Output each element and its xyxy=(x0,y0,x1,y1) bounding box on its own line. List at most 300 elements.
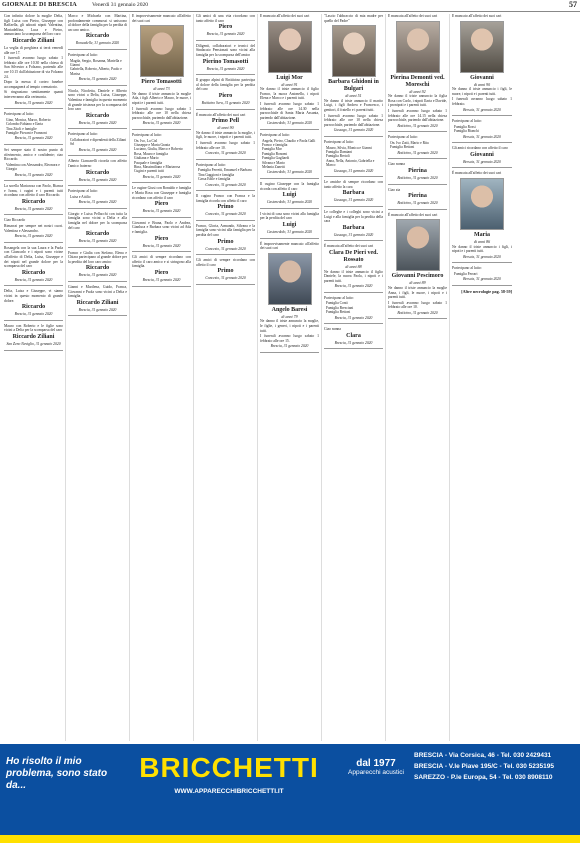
notice-place-date: Brescia, 31 gennaio 2020 xyxy=(14,277,53,282)
notice-text: Ne danno il triste annuncio la moglie, le figlie, i generi, i nipoti e i parenti tutti. xyxy=(260,319,319,333)
notice-text: Gli amici di sempre ricordano con affetto il caro xyxy=(196,258,255,267)
mourner-entry: On. Ivo Zatti, Mario e Rita xyxy=(390,140,429,145)
ad-store: SAREZZO - P.le Europa, 54 - Tel. 030 8908110 xyxy=(414,774,553,781)
mourner-entry: Famiglia Mor xyxy=(262,147,282,152)
page-header xyxy=(0,0,580,12)
notice-separator xyxy=(132,129,191,130)
notice-separator xyxy=(4,285,63,286)
deceased-name: Barbara xyxy=(342,224,365,231)
notice-text: Dopo la messa il corteo funebre accompagnerà al tempio crematorio. xyxy=(4,80,63,89)
mourner-entry: Luisa e Attilio xyxy=(70,194,91,199)
notice-place-date: Roncadelle, 31 gennaio 2020 xyxy=(75,41,120,46)
notice-place-date: Castenedolo, 31 gennaio 2020 xyxy=(266,121,313,126)
mourners-list xyxy=(260,139,319,170)
mourners-list xyxy=(68,59,127,77)
mourner-entry: Famiglia Ferrari xyxy=(454,271,478,276)
notice-place-date: Brescia, 31 gennaio 2020 xyxy=(334,315,373,320)
notice-text: È mancato all'affetto dei suoi cari xyxy=(452,14,502,18)
notice-place-date: Brescia, 31 gennaio 2020 xyxy=(14,172,53,177)
notice-separator xyxy=(452,285,512,286)
obituary-notice xyxy=(4,112,63,141)
notice-place-date: Concesio, 31 gennaio 2020 xyxy=(205,276,246,281)
deceased-name: Primo xyxy=(217,204,234,211)
deceased-name: Barbara Ghidoni in Bulgari xyxy=(328,79,379,93)
notice-place-date: Gussago, 31 gennaio 2020 xyxy=(333,198,374,203)
ad-bottom-bar xyxy=(0,835,580,843)
obituary-notice xyxy=(324,210,383,237)
obituary-notice xyxy=(324,180,383,203)
notice-separator xyxy=(68,315,127,316)
notice-separator xyxy=(4,350,63,351)
notice-text: Ne danno il triste annuncio la moglie Anna, i figli, le nuore, i nipoti e i parenti tutti. xyxy=(388,285,447,300)
obituary-notice xyxy=(324,296,383,320)
notice-place-date: Brescia, 31 gennaio 2020 xyxy=(334,284,373,289)
deceased-name: Pierina xyxy=(408,193,427,200)
deceased-name: Pierina xyxy=(408,167,427,174)
mourners-list xyxy=(324,146,383,168)
ad-since xyxy=(342,758,410,777)
mourner-entry: Silvana e Mario xyxy=(262,160,285,165)
notice-separator xyxy=(452,262,512,263)
notice-separator xyxy=(324,240,383,241)
notice-separator xyxy=(324,292,383,293)
notice-text: Partecipano al lutto: xyxy=(452,119,482,124)
notice-text: I funerali avranno luogo sabato 1 febbraio alle ore 15. xyxy=(260,334,319,343)
notice-separator xyxy=(132,182,191,183)
mourner-entry: Rosa, Mauro e famiglia xyxy=(134,151,168,156)
notice-separator xyxy=(132,251,191,252)
notice-place-date: Brescia, 31 gennaio 2020 xyxy=(14,100,53,105)
deceased-age: di anni 91 xyxy=(281,81,298,87)
notice-text: Alberto Ciancarelli ricorda con affetto l'amico fraterno xyxy=(68,159,127,168)
mourner-entry: Famiglia Bettoni xyxy=(326,310,351,315)
obituary-notice xyxy=(68,132,127,152)
portrait-photo xyxy=(332,25,376,77)
column-7 xyxy=(386,14,450,741)
obituary-notice xyxy=(132,14,191,126)
deceased-age: di anni 92 xyxy=(409,88,426,94)
mourner-entry: Mauro, Silvia, Monica e Gianni xyxy=(326,145,372,150)
obituary-notice xyxy=(388,162,447,180)
obituary-notice xyxy=(132,186,191,213)
notice-text: Si ringraziano sentitamente quanti interverranno alla cerimonia. xyxy=(4,90,63,99)
notice-separator xyxy=(4,144,63,145)
mourner-entry: Angela, Pietro, Claudio e Paola Galli xyxy=(262,138,316,143)
notice-text: Ciao Riccardo xyxy=(4,218,26,223)
notice-place-date: Brescia, 31 gennaio 2020 xyxy=(142,174,181,179)
notice-place-date: Botticino, 31 gennaio 2020 xyxy=(397,150,438,155)
notice-text: Ciao nonna xyxy=(324,327,341,332)
notice-separator xyxy=(196,109,255,110)
column-8 xyxy=(450,14,514,741)
mourners-list xyxy=(4,163,63,172)
notice-separator xyxy=(452,142,512,143)
obituary-notice xyxy=(452,266,512,282)
notice-text: Giorgio e Luisa Pellacchi con tutta la famiglia sono vicini a Delia e alla famiglia nel dolore per la scomparsa del caro xyxy=(68,211,127,230)
ad-store: BRESCIA - Via Corsica, 46 - Tel. 030 2429431 xyxy=(414,752,552,759)
notice-text: Partecipano al lutto: xyxy=(196,162,226,167)
notice-separator xyxy=(68,208,127,209)
notice-place-date: Brescia, 31 gennaio 2020 xyxy=(14,234,53,239)
obituary-notice xyxy=(68,14,127,46)
obituary-notice xyxy=(196,163,255,187)
notice-text: Le amiche di sempre ricordano con tanto affetto la cara xyxy=(324,180,383,189)
obituary-notice xyxy=(68,159,127,182)
notice-place-date: Brescia, 31 gennaio 2020 xyxy=(142,209,181,214)
notice-text: La sorella Mariarosa con Paolo, Bianca e Ivana, i cugini e i parenti tutti ricordano con affetto il caro Riccardo. xyxy=(4,184,63,198)
notice-text: Ciao nonna xyxy=(388,162,405,167)
mourners-list xyxy=(132,139,191,174)
deceased-name: Giovanni xyxy=(470,74,494,81)
obituary-columns xyxy=(2,14,578,741)
obituary-notice xyxy=(68,189,127,205)
obituary-notice xyxy=(4,289,63,316)
notice-place-date: Brescia, 31 gennaio 2020 xyxy=(142,243,181,248)
notice-separator xyxy=(132,286,191,287)
mourners-list xyxy=(324,301,383,314)
deceased-name: Barbara xyxy=(342,190,365,197)
notice-text: Partecipano al lutto: xyxy=(260,132,290,137)
notice-text: Ne danno il triste annuncio i figli, i nipoti e i parenti tutti. xyxy=(452,244,512,254)
mourner-entry: Famiglia Damiani xyxy=(326,149,353,154)
obituary-notice xyxy=(324,14,383,133)
notice-place-date: Gussago, 31 gennaio 2020 xyxy=(333,232,374,237)
mourner-entry: Famiglia Bertoli xyxy=(326,154,350,159)
obituary-notice xyxy=(260,133,319,175)
obituary-notice xyxy=(4,148,63,177)
notice-separator xyxy=(196,74,255,75)
mourner-entry: Magda, Sergio, Rosanna, Mariella e Gianni xyxy=(70,58,122,67)
notice-separator xyxy=(260,129,319,130)
notice-place-date: Brescia, 31 gennaio 2020 xyxy=(78,177,117,182)
deceased-name: Clara xyxy=(346,332,361,339)
mourner-entry: Famiglia Gagliardi xyxy=(262,156,290,161)
notice-text: Partecipano al lutto: xyxy=(4,112,34,117)
notice-place-date: Castenedolo, 31 gennaio 2020 xyxy=(266,229,313,234)
obituary-notice xyxy=(388,135,447,155)
column-2 xyxy=(66,14,130,741)
mourner-entry: Collaboratori e dipendenti della Ziliani Srl xyxy=(70,137,127,147)
deceased-age: di anni 89 xyxy=(409,280,426,286)
notice-separator xyxy=(324,206,383,207)
notice-text: Partecipano al lutto: xyxy=(324,139,354,144)
notice-separator xyxy=(324,323,383,324)
deceased-age: di anni 88 xyxy=(345,263,362,269)
page-number: 57 xyxy=(569,0,577,9)
notice-text: Partecipano al lutto: xyxy=(68,189,98,194)
deceased-name: Riccardo Ziliani xyxy=(76,299,119,306)
deceased-name: Riccardo xyxy=(85,231,110,238)
notice-place-date: Gussago, 31 gennaio 2020 xyxy=(333,128,374,133)
mourner-entry: Giuliana e Mario xyxy=(134,156,159,161)
notice-place-date: Castenedolo, 31 gennaio 2020 xyxy=(266,200,313,205)
notice-place-date: Botticino, 31 gennaio 2020 xyxy=(397,310,438,315)
deceased-age: di anni 79 xyxy=(281,313,298,319)
notice-text: I funerali avranno luogo sabato 1 febbraio alle ore 10. xyxy=(196,140,255,150)
obituary-notice xyxy=(4,324,63,347)
notice-separator xyxy=(68,185,127,186)
notice-text: Nicola, Nicoletta, Daniele e Alberto sono vicini a Delia, Luisa, Giuseppe, Valentina e famiglia in questo momento di grande tristezza per la scomparsa del loro caro xyxy=(68,88,127,112)
notice-separator xyxy=(68,155,127,156)
mourner-entry: Cassa Edile e famiglia xyxy=(198,177,231,182)
mourner-entry: Famiglia Ferretti, Emanuel e Barbara xyxy=(198,168,252,173)
notice-text: Il gruppo alpini di Bottiicino partecipa al dolore della famiglia per la perdita del caro xyxy=(196,78,255,92)
notice-text: Il cugino Franco con Franca e la famiglia ricorda con affetto il caro xyxy=(196,194,255,203)
obituary-notice xyxy=(196,258,255,281)
notice-separator xyxy=(68,49,127,50)
column-3 xyxy=(130,14,194,741)
obituary-notice xyxy=(196,78,255,105)
notice-place-date: Brescia, 31 gennaio 2020 xyxy=(142,121,181,126)
mourner-entry: Famiglia Bianchi xyxy=(454,129,479,134)
notice-place-date: Brescia, 31 gennaio 2020 xyxy=(78,200,117,205)
obituary-notice xyxy=(260,14,319,126)
notice-separator xyxy=(324,176,383,177)
notice-text: Gli amici ricordano con affetto il caro xyxy=(452,146,508,151)
mourner-entry: Tina Gaggioni e famiglia xyxy=(198,172,235,177)
deceased-name: Maria xyxy=(474,231,490,238)
obituary-notice xyxy=(132,255,191,282)
notice-text: Partecipano al lutto: xyxy=(132,132,162,137)
notice-text: È mancato all'affetto dei suoi cari xyxy=(196,112,246,117)
deceased-name: Pierina Demonti ved. Moreschi xyxy=(390,74,445,88)
deceased-age: di anni 90 xyxy=(217,125,234,131)
deceased-name: Riccardo xyxy=(21,198,46,205)
notice-place-date: Gussago, 31 gennaio 2020 xyxy=(333,168,374,173)
notice-separator xyxy=(4,180,63,181)
portrait-photo xyxy=(396,21,440,73)
notice-place-date: Brescia, 31 gennaio 2020 xyxy=(206,32,245,37)
notice-text: Gli amici di una vita ricordano con tanto affetto il caro xyxy=(196,14,255,23)
portrait-photo xyxy=(460,21,504,73)
mourner-entry: Franco e famiglia xyxy=(262,142,288,147)
notice-text: È mancata all'affetto dei suoi cari xyxy=(324,244,374,249)
mourner-entry: Giuseppe e Maria Grazia xyxy=(134,142,171,147)
deceased-name: Primo Pell xyxy=(211,118,240,125)
column-1 xyxy=(2,14,66,741)
notice-place-date: Brescia, 31 gennaio 2020 xyxy=(78,120,117,125)
deceased-name: Riccardo xyxy=(85,33,110,40)
notice-text: Le colleghe e i colleghi sono vicini a Luigi e alla famiglia per la perdita della cara xyxy=(324,209,383,224)
column-4 xyxy=(194,14,258,741)
notice-place-date: Botticino, 31 gennaio 2020 xyxy=(397,201,438,206)
notice-text: La veglia di preghiera si terrà venerdì alle ore 17. xyxy=(4,45,63,55)
ad-store: BRESCIA - V.le Piave 195/C - Tel. 030 5235195 xyxy=(414,763,554,770)
mourner-entry: Famiglia Rossi xyxy=(454,124,476,129)
mourners-list xyxy=(4,118,63,136)
notice-text: Partecipano al lutto: xyxy=(68,132,98,137)
notice-text: I funerali avranno luogo sabato 1 febbraio alle ore 10. xyxy=(388,300,447,310)
deceased-name: Primo xyxy=(217,268,234,275)
notice-text: È improvvisamente mancato all'affetto dei suoi cari xyxy=(132,14,191,23)
notice-text: Rimarrai per sempre nei nostri cuori. Valentina e Alessandro. xyxy=(4,224,63,233)
mourners-list xyxy=(196,168,255,181)
notice-separator xyxy=(452,167,512,168)
deceased-name: Riccardo xyxy=(21,304,46,311)
obituary-notice xyxy=(132,133,191,179)
notice-separator xyxy=(260,352,319,353)
notice-separator xyxy=(196,220,255,221)
notice-text: Diligenti, collaboratori e tecnici del Sindacato Pensionati sono vicini alla famiglia per la scomparsa dell'amico xyxy=(196,43,255,57)
notice-separator xyxy=(68,247,127,248)
portrait-photo xyxy=(460,178,504,230)
notice-place-date: Concesio, 31 gennaio 2020 xyxy=(205,151,246,156)
obituary-notice xyxy=(452,171,512,259)
notice-separator xyxy=(324,348,383,349)
notice-separator xyxy=(260,208,319,209)
deceased-name: Piero xyxy=(218,92,233,99)
deceased-name: Riccardo xyxy=(85,169,110,176)
publication-name: GIORNALE DI BRESCIA xyxy=(2,1,77,8)
notice-place-date: Brescia, 31 gennaio 2020 xyxy=(78,147,117,152)
obituary-notice xyxy=(196,44,255,71)
notice-text: È mancato all'affetto dei suoi cari xyxy=(388,212,438,217)
obituary-notice xyxy=(388,14,447,128)
portrait-photo xyxy=(268,21,312,73)
notice-separator xyxy=(68,85,127,86)
mourner-entry: Tina Zitoli e famiglie xyxy=(6,126,37,131)
deceased-name: Luigi xyxy=(282,192,297,199)
mourner-entry: Famiglia Bresciani xyxy=(326,305,354,310)
deceased-name: Piero xyxy=(154,235,169,242)
obituary-notice xyxy=(324,244,383,289)
obituary-notice xyxy=(4,184,63,211)
portrait-photo xyxy=(396,219,440,271)
notice-text: È mancata all'affetto dei suoi cari xyxy=(388,14,438,18)
deceased-name: Riccardo xyxy=(85,265,110,272)
mourner-entry: Famiglia Conti xyxy=(326,301,348,306)
notice-place-date: Brescia, 31 gennaio 2020 xyxy=(78,77,117,82)
deceased-name: Primo xyxy=(217,238,234,245)
notice-place-date: Brescia, 31 gennaio 2020 xyxy=(463,134,501,139)
notice-place-date: Botticino, 31 gennaio 2020 xyxy=(397,123,438,128)
mourner-entry: Luciano, Giulia, Marco e Roberto xyxy=(134,147,183,152)
notice-text: Mauro con Roberto e le figlie sono vicini a Delia per la scomparsa del caro xyxy=(4,323,63,333)
notice-text: È improvvisamente mancato all'affetto dei suoi cari xyxy=(260,241,319,251)
issue-date: Venerdì 31 gennaio 2020 xyxy=(92,1,149,8)
notice-separator xyxy=(196,40,255,41)
notice-separator xyxy=(196,254,255,255)
deceased-age: di anni 86 xyxy=(473,238,491,244)
ad-since-year: dal 1977 xyxy=(356,758,396,769)
notice-place-date: Brescia, 31 gennaio 2020 xyxy=(463,107,501,112)
mourner-entry: Pasquale e famiglia xyxy=(134,160,163,165)
deceased-name: Riccardo Ziliani xyxy=(12,333,55,340)
deceased-name: Piero xyxy=(218,24,233,31)
deceased-name: Angelo Baresi xyxy=(271,306,308,313)
obituary-notice xyxy=(68,53,127,82)
notice-text: Ne danno il triste annuncio i figli, le nuore, i nipoti e i parenti tutti. xyxy=(452,87,512,96)
obituary-notice xyxy=(4,14,63,105)
notice-separator xyxy=(4,108,63,109)
notice-separator xyxy=(196,284,255,285)
notice-text: I funerali avranno luogo sabato 1 febbraio alle ore 14.30 nella parrocchiale di Santa Maria Assunta, partendo dall'abitazione. xyxy=(260,101,319,120)
mourner-entry: Melania Zanetti xyxy=(262,164,285,169)
notice-separator xyxy=(388,131,447,132)
obituary-notice xyxy=(68,212,127,244)
mourners-list xyxy=(68,195,127,199)
notice-text: I funerali avranno luogo sabato 1 febbraio alle ore 10 nella chiesa parrocchiale, partendo dall'abitazione. xyxy=(132,106,191,120)
notice-text: Delia, Luisa e Giuseppe, vi siamo vicini in questo momento di grande dolore. xyxy=(4,289,63,303)
advertisement-banner[interactable] xyxy=(0,744,580,843)
mourner-entry: Famiglia Bettoni xyxy=(390,145,415,150)
obituary-notice xyxy=(68,89,127,126)
notice-text: Franco e Giulia con Stefano, Elena e Chiara partecipano al grande dolore per la perdita del loro caro amico xyxy=(68,250,127,264)
deceased-name: Piero Tomasotti xyxy=(141,79,182,86)
notice-place-date: Brescia, 31 gennaio 2020 xyxy=(14,206,53,211)
obituary-notice xyxy=(196,194,255,217)
notice-text: Ne danno il triste annuncio la figlia Rosa con Carlo, i nipoti Ilaria e Davide, i pronipoti e i parenti tutti. xyxy=(388,94,447,108)
mourner-entry: Famiglia Bonomi xyxy=(262,151,288,156)
mourner-entry: Cugini e parenti tutti xyxy=(134,169,164,174)
obituary-notice xyxy=(68,285,127,312)
mourner-entry: Gino, Monica, Marco, Roberto xyxy=(6,117,51,122)
mourner-entry: Anna, Nella, Antonio, Gabriella e Marco xyxy=(326,158,375,168)
obituary-notice xyxy=(452,119,512,139)
ad-stores xyxy=(414,750,576,783)
notice-place-date: Brescia, 31 gennaio 2020 xyxy=(463,254,501,259)
deceased-name: Luigi xyxy=(282,221,297,228)
mourner-entry: Colombo Fabiano e Ilaria xyxy=(6,122,43,127)
notice-text: Ciao zia xyxy=(388,187,401,192)
notice-place-date: Botticino Sera, 31 gennaio 2020 xyxy=(201,100,250,105)
deceased-name: Piero xyxy=(154,201,169,208)
notice-place-date: Castenedolo, 31 gennaio 2020 xyxy=(266,170,313,175)
notice-place-date: Brescia, 31 gennaio 2020 xyxy=(334,340,373,345)
deceased-name: Giovanni Pescimoro xyxy=(391,273,444,280)
notice-separator xyxy=(132,217,191,218)
notice-text: "Lascio l'abbraccio di mia madre per quello del Padre" xyxy=(324,14,383,23)
obituary-notice xyxy=(196,113,255,156)
obituary-notice xyxy=(196,224,255,251)
notice-text: Ne danno il triste annuncio il marito Luigi, i figli Andrea e Francesco, i genitori, il fratello e i parenti tutti. xyxy=(324,98,383,112)
notice-place-date: Brescia, 31 gennaio 2020 xyxy=(14,312,53,317)
mourners-list xyxy=(388,141,447,150)
notice-text: Partecipano al lutto: xyxy=(324,295,354,300)
notice-text: Ne danno il triste annuncio la moglie Ada, i figli Alberto e Mauro, le nuore, i nipoti e i parenti tutti. xyxy=(132,91,191,105)
notice-text: I funerali avranno luogo sabato 1 febbraio alle ore 10 nella chiesa parrocchiale, partendo dall'abitazione. xyxy=(324,113,383,127)
notice-separator xyxy=(324,136,383,137)
notice-text: Ne danno il triste annuncio la moglie, i figli, le nuore, i nipoti e i parenti tutti. xyxy=(196,130,255,140)
notice-place-date: Brescia, 31 gennaio 2020 xyxy=(14,136,53,141)
notice-text: Il cugino Giuseppe con la famiglia ricorda con affetto il caro xyxy=(260,181,319,191)
notice-text: Gianni e Marilena, Guido, Franca, Giovanni e Paola sono vicini a Delia e famiglia. xyxy=(68,285,127,299)
obituary-notice xyxy=(260,182,319,205)
mourner-entry: Rina, Massimiliano e Mariarosa xyxy=(134,164,181,169)
notice-separator xyxy=(452,115,512,116)
deceased-name: Piero xyxy=(154,269,169,276)
deceased-name: Pierino Tomasotti xyxy=(202,58,249,65)
notice-separator xyxy=(196,159,255,160)
mourner-entry: Valentina con Alessandro, Eleonora e Giorgio xyxy=(6,162,60,172)
ad-since-text: Apparecchi acustici xyxy=(348,769,404,776)
notice-place-date: Brescia, 31 gennaio 2020 xyxy=(270,344,309,349)
deceased-age: di anni 90 xyxy=(473,81,491,87)
obituary-notice xyxy=(388,213,447,316)
notice-place-date: Brescia, 31 gennaio 2020 xyxy=(463,277,501,282)
mourners-list xyxy=(68,138,127,147)
obituary-notice xyxy=(196,14,255,37)
notice-text: Marco e Michaela con Martina, profondamente commossi si uniscono al dolore della famiglia per la perdita di un caro amico. xyxy=(68,14,127,32)
notice-place-date: Concesio, 31 gennaio 2020 xyxy=(205,212,246,217)
obituary-notice xyxy=(324,327,383,345)
deceased-name: Riccardo Ziliani xyxy=(12,37,55,44)
notice-text: Ne danno il triste annuncio il figlio Franco, la nuora Antonella, i nipoti Elena e Marco e i parenti tutti. xyxy=(260,87,319,101)
notice-text: Ne danno il triste annuncio il figlio Daniele, la nuora Paola, i nipoti e i parenti tutti. xyxy=(324,269,383,283)
notice-place-date: Botticino, 31 gennaio 2020 xyxy=(397,175,438,180)
obituary-notice xyxy=(132,221,191,248)
ad-url[interactable]: WWW.APPARECCHIBRICCHETTI.IT xyxy=(174,788,284,795)
